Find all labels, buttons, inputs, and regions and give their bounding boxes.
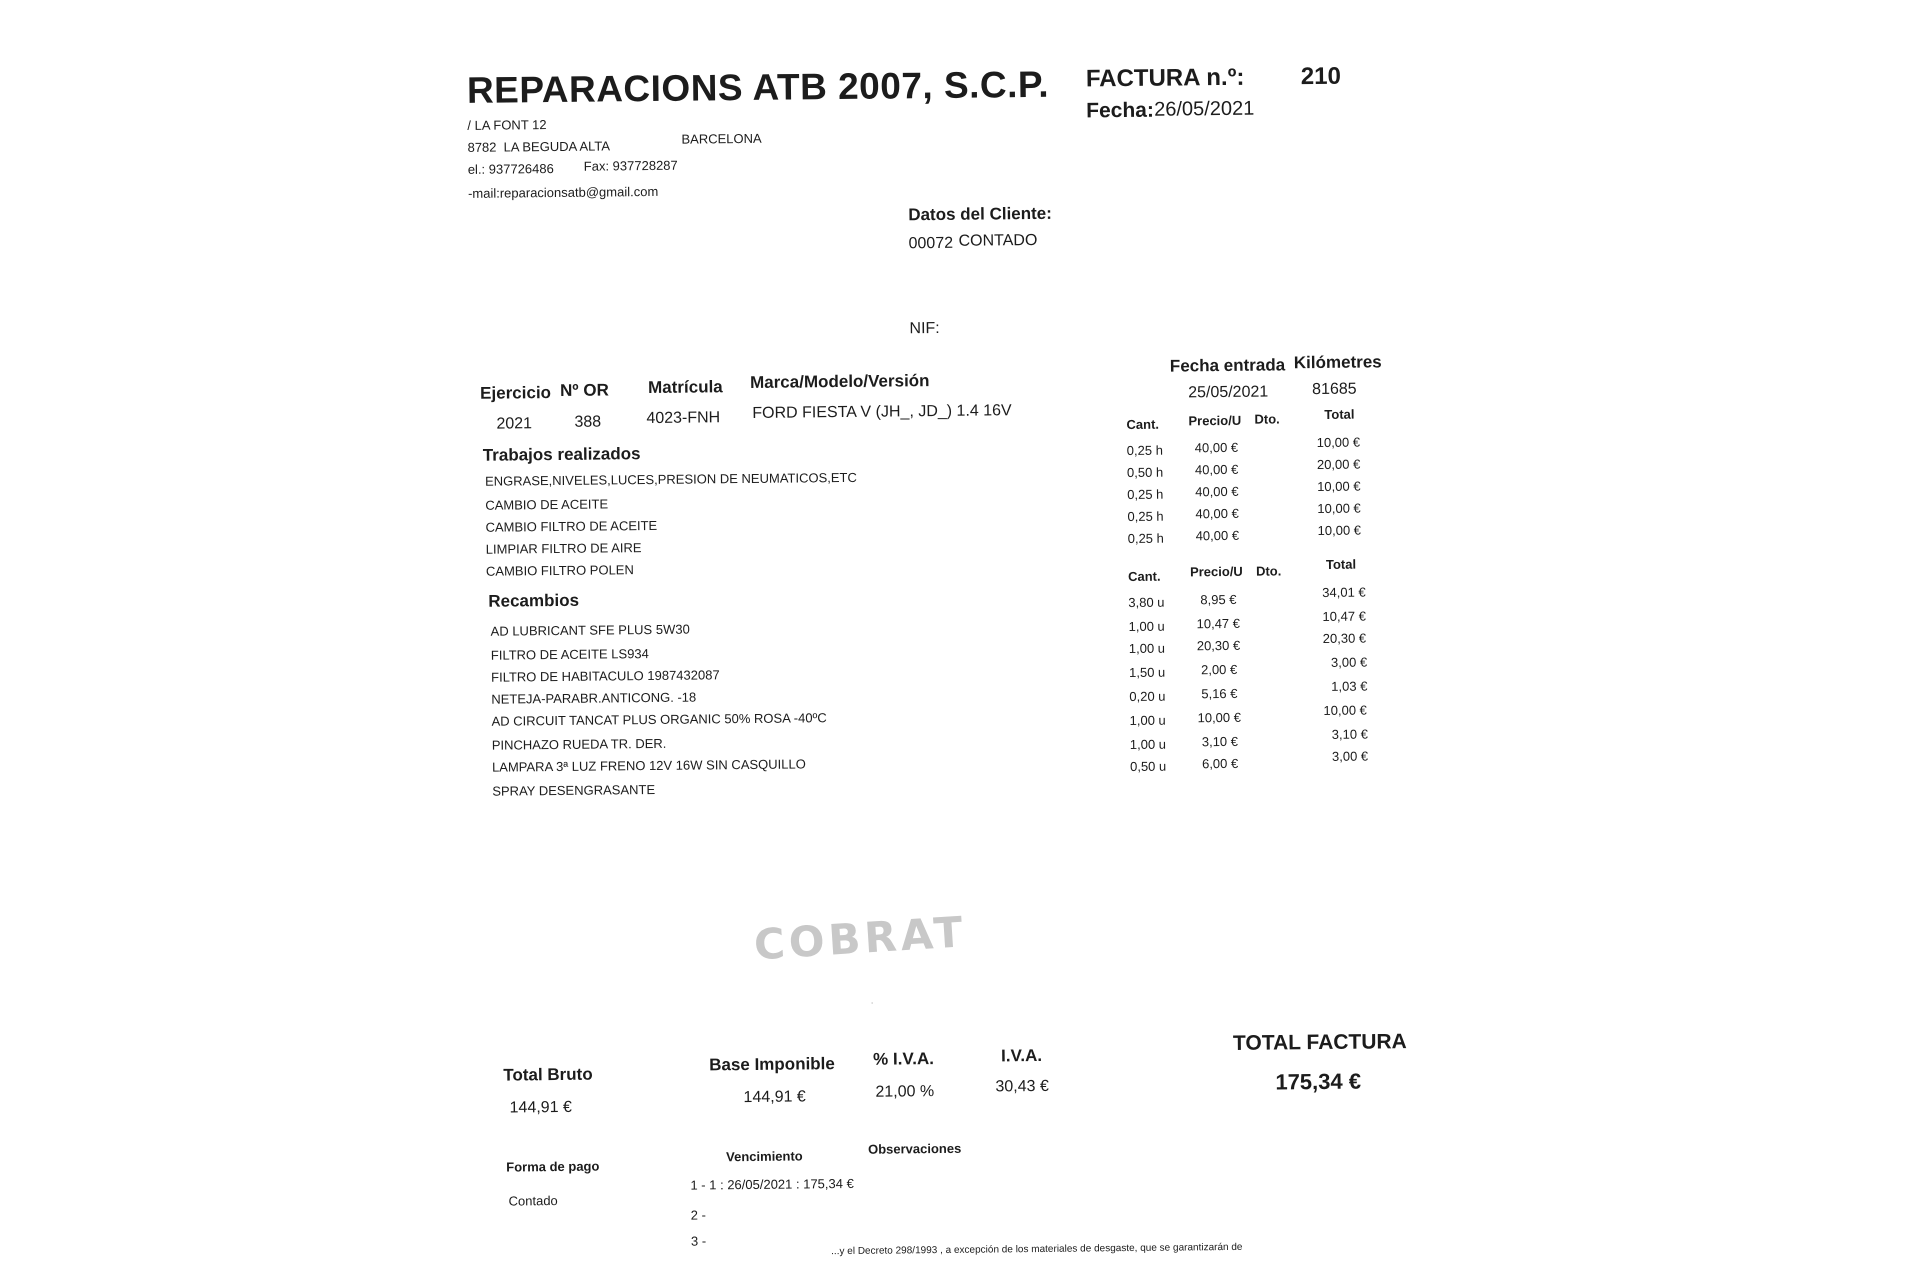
recambio-cant: 0,50 u [1129,758,1167,775]
company-tel: el.: 937726486 [467,161,554,177]
vehicle-fecha-entrada: 25/05/2021 [1188,383,1269,402]
trabajo-precio: 40,00 € [1194,461,1239,478]
iva-value: 30,43 € [995,1077,1049,1096]
invoice-page [458,0,1501,1260]
footer-legal-text: ...y el Decreto 298/1993 , a excepción de los materiales de desgaste, que se garantizarán de [831,1241,1243,1258]
recambio-cant: 1,00 u [1128,618,1165,635]
iva-pct-label: % I.V.A. [873,1049,935,1069]
trabajo-precio: 40,00 € [1195,505,1239,522]
vehicle-modelo: FORD FIESTA V (JH_, JD_) 1.4 16V [752,402,1012,422]
vencimiento-line: 1 - 1 : 26/05/2021 : 175,34 € [690,1175,854,1193]
recambios-header-cant: Cant. [1127,568,1161,585]
iva-pct-value: 21,00 % [875,1083,935,1101]
recambio-cant: 1,50 u [1129,664,1166,681]
observaciones-label: Observaciones [867,1140,962,1157]
recambio-total: 20,30 € [1322,630,1367,646]
recambio-total: 34,01 € [1322,584,1366,600]
recambio-total: 3,00 € [1331,748,1369,764]
vehicle-nor: 388 [574,413,602,431]
recambios-header-total: Total [1325,556,1357,572]
recambio-total: 10,47 € [1322,608,1366,624]
vehicle-km: 81685 [1312,380,1357,399]
trabajo-total: 10,00 € [1317,500,1361,517]
company-town: LA BEGUDA ALTA [503,138,611,155]
invoice-date: 26/05/2021 [1154,97,1255,121]
recambio-precio: 3,10 € [1201,733,1239,750]
total-bruto-label: Total Bruto [503,1064,593,1085]
recambio-desc: LAMPARA 3ª LUZ FRENO 12V 16W SIN CASQUILLO [491,756,806,775]
trabajo-desc: CAMBIO DE ACEITE [485,496,609,513]
recambio-desc: AD CIRCUIT TANCAT PLUS ORGANIC 50% ROSA -40ºC [491,710,827,729]
total-factura-value: 175,34 € [1275,1068,1362,1095]
forma-pago-label: Forma de pago [506,1158,600,1175]
iva-label: I.V.A. [1000,1045,1043,1066]
recambio-total: 3,10 € [1331,726,1368,742]
trabajos-header-dto: Dto. [1254,411,1280,427]
header-fecha-entrada: Fecha entrada [1169,355,1286,376]
recambio-cant: 0,20 u [1129,688,1166,705]
recambios-header-precio: Precio/U [1189,563,1243,580]
recambio-cant: 1,00 u [1129,712,1166,729]
recambio-desc: FILTRO DE HABITACULO 1987432087 [491,667,720,685]
header-matricula: Matrícula [647,377,723,398]
trabajo-desc: CAMBIO FILTRO DE ACEITE [485,517,658,535]
recambio-total: 1,03 € [1331,678,1368,694]
recambios-header-dto: Dto. [1255,563,1282,579]
trabajos-header-cant: Cant. [1126,416,1160,433]
trabajo-desc: CAMBIO FILTRO POLEN [485,562,634,579]
trabajo-precio: 40,00 € [1195,483,1239,500]
company-name: REPARACIONS ATB 2007, S.C.P. [466,63,1050,111]
vehicle-ejercicio: 2021 [496,415,533,433]
recambio-precio: 2,00 € [1200,661,1238,678]
trabajo-cant: 0,25 h [1126,442,1163,459]
trabajo-precio: 40,00 € [1195,527,1240,544]
base-imponible-label: Base Imponible [709,1054,835,1075]
total-bruto-value: 144,91 € [509,1098,572,1117]
recambio-total: 3,00 € [1330,654,1368,670]
vencimiento-label: Vencimiento [726,1148,803,1165]
trabajos-title: Trabajos realizados [482,444,641,465]
trabajos-header-precio: Precio/U [1188,412,1242,429]
recambio-precio: 5,16 € [1201,685,1238,702]
company-address: / LA FONT 12 [467,117,547,133]
header-km: Kilómetres [1293,352,1382,373]
company-email: -mail:reparacionsatb@gmail.com [467,183,659,201]
trabajo-cant: 0,25 h [1127,486,1164,503]
vehicle-matricula: 4023-FNH [646,409,721,428]
header-ejercicio: Ejercicio [480,383,552,403]
trabajo-total: 10,00 € [1317,478,1361,495]
recambio-desc: FILTRO DE ACEITE LS934 [490,646,649,663]
trabajo-desc: ENGRASE,NIVELES,LUCES,PRESION DE NEUMATICOS,ETC [484,469,857,489]
recambio-precio: 6,00 € [1201,755,1239,772]
invoice-number: 210 [1300,62,1342,91]
total-factura-label: TOTAL FACTURA [1232,1030,1407,1055]
client-code: 00072 [908,234,954,253]
trabajo-cant: 0,50 h [1126,464,1164,481]
recambio-desc: NETEJA-PARABR.ANTICONG. -18 [491,689,697,707]
trabajo-total: 10,00 € [1317,522,1362,539]
client-name: CONTADO [958,231,1038,250]
client-title: Datos del Cliente: [908,203,1052,225]
recambio-cant: 3,80 u [1128,594,1165,611]
vencimiento-line: 3 - [690,1233,707,1249]
invoice-date-label: Fecha: [1086,98,1155,123]
base-imponible-value: 144,91 € [743,1088,806,1107]
recambio-cant: 1,00 u [1129,736,1167,753]
company-fax: Fax: 937728287 [583,157,678,174]
recambio-desc: SPRAY DESENGRASANTE [492,781,656,799]
recambio-total: 10,00 € [1323,702,1367,718]
client-nif-label: NIF: [909,319,940,338]
trabajo-desc: LIMPIAR FILTRO DE AIRE [485,540,642,557]
forma-pago-value: Contado [508,1193,558,1209]
trabajo-total: 20,00 € [1316,456,1361,473]
vencimiento-line: 2 - [690,1207,706,1223]
header-modelo: Marca/Modelo/Versión [749,371,930,392]
company-province: BARCELONA [681,130,762,147]
trabajo-cant: 0,25 h [1127,508,1164,525]
trabajo-total: 10,00 € [1316,434,1361,451]
stamp-dot: · [870,997,874,1009]
recambio-precio: 10,47 € [1196,615,1241,632]
header-nor: Nº OR [559,380,609,400]
company-postal: 8782 [467,139,497,155]
trabajos-header-total: Total [1324,406,1355,422]
recambios-title: Recambios [488,590,580,611]
recambio-cant: 1,00 u [1128,640,1166,657]
recambio-desc: PINCHAZO RUEDA TR. DER. [491,735,667,753]
invoice-number-label: FACTURA n.º: [1085,63,1245,93]
trabajo-cant: 0,25 h [1127,530,1164,547]
recambio-precio: 10,00 € [1197,709,1242,726]
recambio-precio: 20,30 € [1196,637,1241,654]
recambio-precio: 8,95 € [1200,591,1237,608]
trabajo-precio: 40,00 € [1194,439,1239,456]
cobrat-stamp: COBRAT [752,907,968,970]
recambio-desc: AD LUBRICANT SFE PLUS 5W30 [490,621,690,639]
